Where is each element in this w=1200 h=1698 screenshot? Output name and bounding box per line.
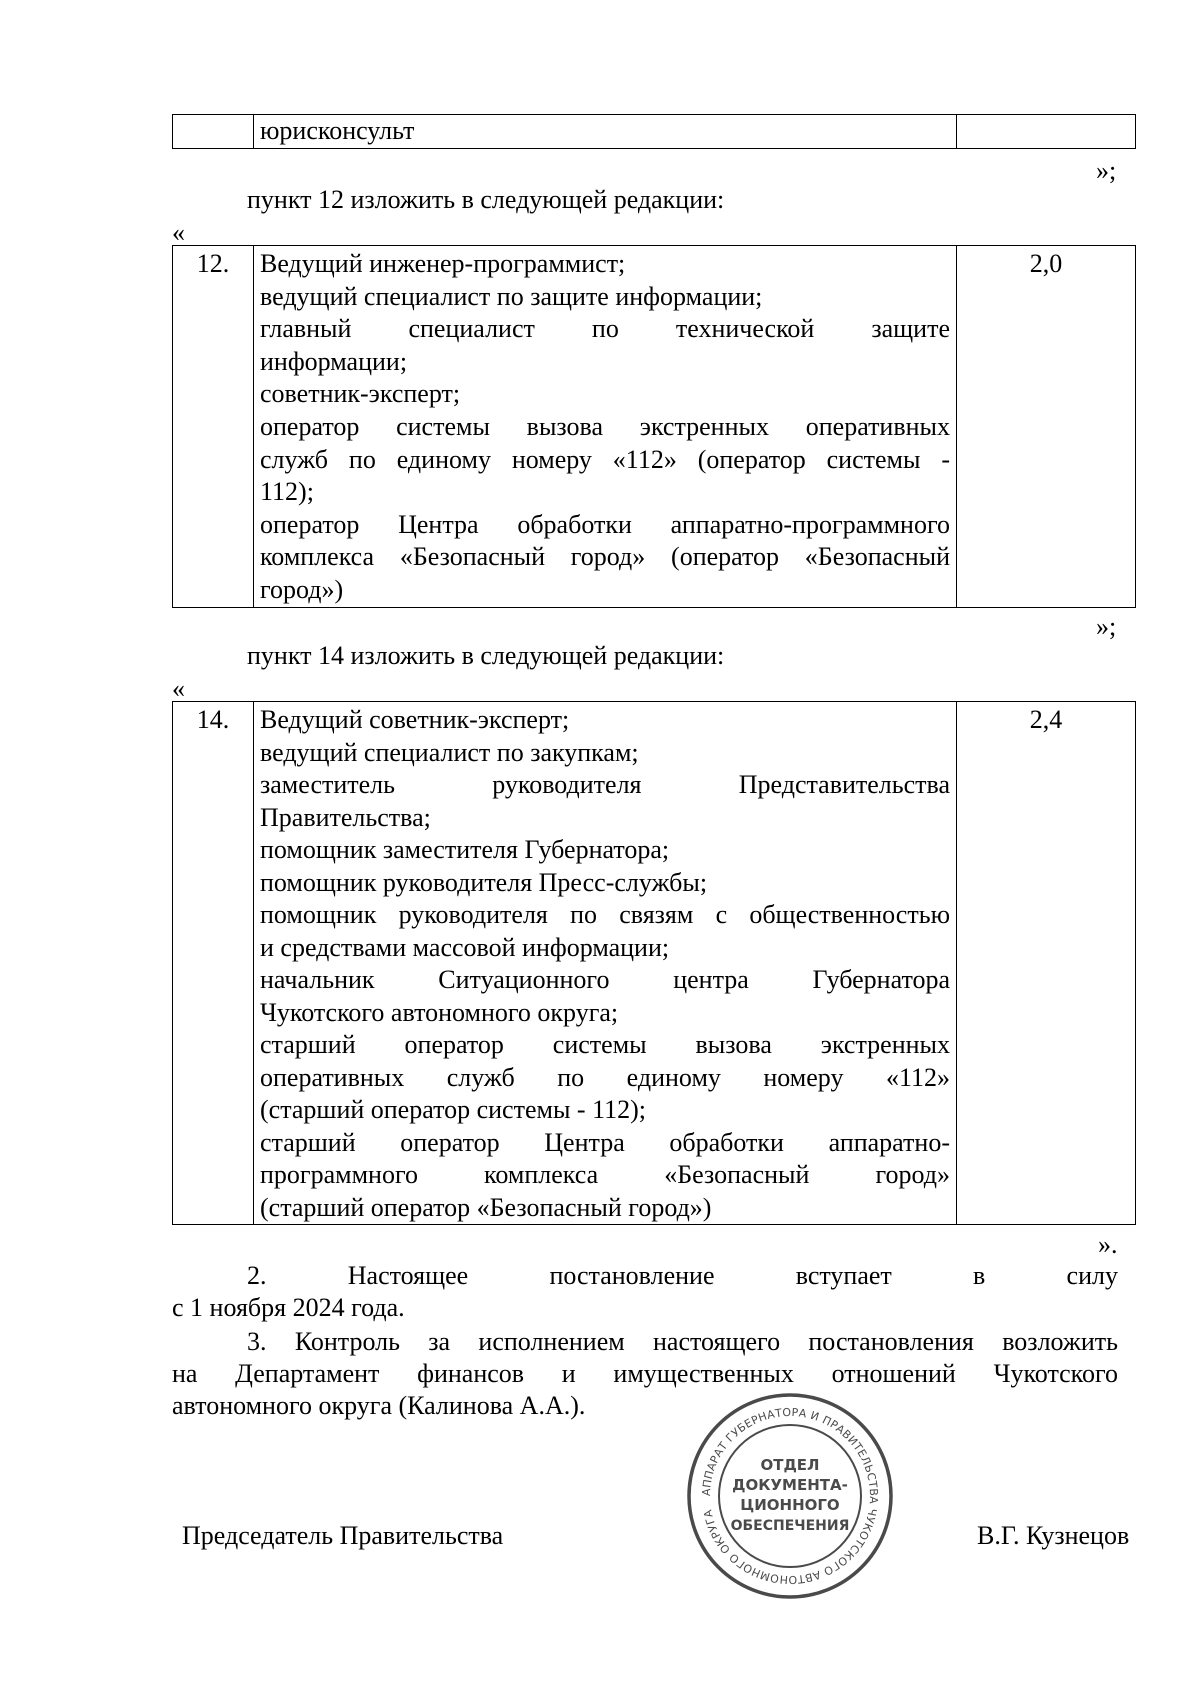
item-12-line: Ведущий инженер-программист; bbox=[260, 249, 626, 278]
paragraph-3-line-1: 3. Контроль за исполнением настоящего постановления возложить bbox=[247, 1327, 1118, 1356]
top-table-label: юрисконсульт bbox=[260, 116, 415, 145]
item-14-line: начальник Ситуационного центра Губернатора bbox=[260, 965, 950, 994]
paragraph-2 bbox=[172, 1260, 1118, 1324]
stamp-center-line: ОБЕСПЕЧЕНИЯ bbox=[730, 1518, 850, 1534]
intro-item-12: пункт 12 изложить в следующей редакции: bbox=[247, 185, 725, 214]
item-14-line: старший оператор системы вызова экстренных bbox=[260, 1030, 950, 1059]
item-14-line: (старший оператор «Безопасный город») bbox=[260, 1192, 712, 1222]
paragraph-3 bbox=[172, 1326, 1118, 1422]
item-12-positions bbox=[254, 246, 957, 608]
close-quote-1: »; bbox=[1096, 156, 1117, 185]
paragraph-3-line-3: автономного округа (Калинова А.А.). bbox=[172, 1391, 586, 1420]
signature-position: Председатель Правительства bbox=[182, 1521, 504, 1550]
item-14-number: 14. bbox=[173, 702, 254, 1225]
top-table-num-cell bbox=[173, 115, 254, 149]
item-12-line: служб по единому номеру «112» (оператор системы - bbox=[260, 444, 950, 474]
close-quote-3: ». bbox=[1098, 1230, 1118, 1259]
item-12-line: ведущий специалист по защите информации; bbox=[260, 281, 763, 311]
item-12-number: 12. bbox=[173, 246, 254, 608]
item-12-line: оператор системы вызова экстренных оперативных bbox=[260, 411, 950, 441]
item-12-line: оператор Центра обработки аппаратно-программного bbox=[260, 509, 950, 539]
top-table bbox=[172, 114, 1136, 149]
intro-item-14: пункт 14 изложить в следующей редакции: bbox=[247, 641, 725, 670]
item-14-line: ведущий специалист по закупкам; bbox=[260, 737, 639, 767]
stamp-ring-text: АППАРАТ ГУБЕРНАТОРА И ПРАВИТЕЛЬСТВА ЧУКОТСКОГО АВТОНОМНОГО ОКРУГА bbox=[699, 1405, 881, 1587]
item-14-value: 2,4 bbox=[957, 702, 1136, 1225]
stamp-center-line: ЦИОННОГО bbox=[740, 1496, 840, 1514]
item-12-line: комплекса «Безопасный город» (оператор «Безопасный bbox=[260, 542, 950, 572]
top-table-value-cell bbox=[957, 115, 1136, 149]
top-table-label-cell bbox=[254, 115, 957, 149]
item-14-line: Чукотского автономного округа; bbox=[260, 997, 619, 1027]
item-14-line: (старший оператор системы - 112); bbox=[260, 1095, 647, 1124]
stamp-center-line: ДОКУМЕНТА- bbox=[732, 1476, 848, 1494]
signature-name: В.Г. Кузнецов bbox=[977, 1521, 1130, 1550]
item-12-line: 112); bbox=[260, 477, 314, 507]
item-14-line: Ведущий советник-эксперт; bbox=[260, 705, 570, 734]
item-14-line: и средствами массовой информации; bbox=[260, 932, 670, 962]
item-14-line: помощник руководителя по связям с общественностью bbox=[260, 900, 950, 929]
item-12-value: 2,0 bbox=[957, 246, 1136, 608]
item-14-line: старший оператор Центра обработки аппаратно- bbox=[260, 1127, 950, 1157]
item-14-line: помощник руководителя Пресс-службы; bbox=[260, 867, 708, 897]
item-14-line: заместитель руководителя Представительства bbox=[260, 770, 950, 799]
item-14-table bbox=[172, 701, 1136, 1225]
item-12-table bbox=[172, 245, 1136, 608]
stamp-center-line: ОТДЕЛ bbox=[760, 1456, 820, 1474]
item-14-line: программного комплекса «Безопасный город» bbox=[260, 1160, 950, 1189]
item-12-line: главный специалист по технической защите bbox=[260, 314, 950, 344]
item-14-positions bbox=[254, 702, 957, 1225]
paragraph-2-line-2: с 1 ноября 2024 года. bbox=[172, 1293, 405, 1322]
item-14-line: оперативных служб по единому номеру «112» bbox=[260, 1062, 950, 1092]
item-14-line: Правительства; bbox=[260, 802, 431, 832]
open-quote-14: « bbox=[172, 674, 185, 703]
official-stamp-seal bbox=[686, 1392, 894, 1600]
item-12-line: информации; bbox=[260, 346, 408, 376]
paragraph-3-line-2: на Департамент финансов и имущественных отношений Чукотского bbox=[172, 1359, 1118, 1388]
item-14-line: помощник заместителя Губернатора; bbox=[260, 835, 670, 864]
paragraph-2-line-1: 2. Настоящее постановление вступает в силу bbox=[247, 1261, 1118, 1290]
open-quote-12: « bbox=[172, 218, 185, 247]
item-12-line: советник-эксперт; bbox=[260, 379, 461, 409]
item-12-line: город») bbox=[260, 574, 344, 604]
close-quote-2: »; bbox=[1096, 612, 1117, 641]
